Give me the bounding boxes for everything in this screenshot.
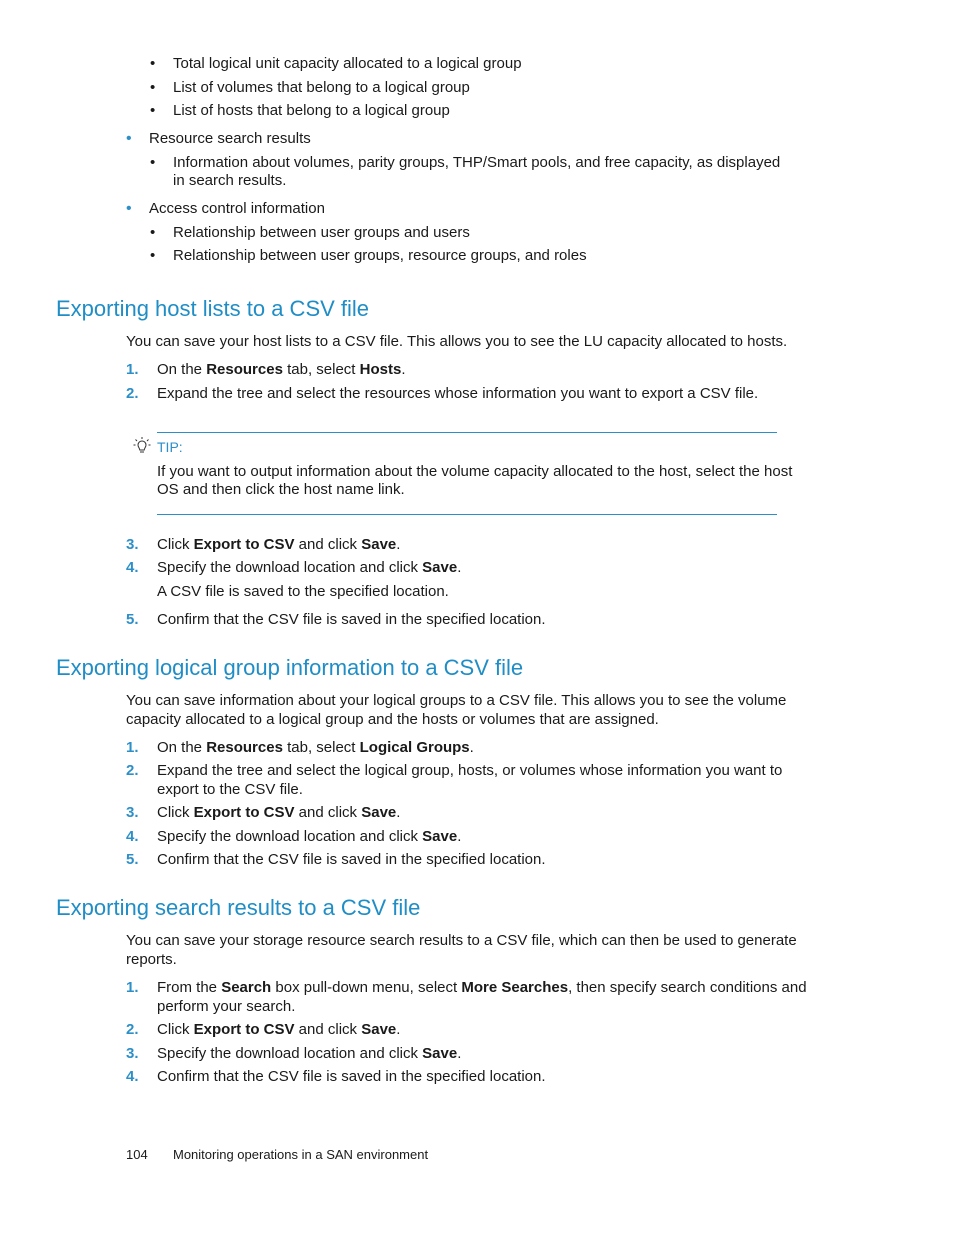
running-footer-title: Monitoring operations in a SAN environment <box>173 1147 429 1162</box>
tip-text: OS and then click the host name link. <box>157 481 405 498</box>
step-text: Specify the download location and click Save. <box>157 559 462 576</box>
step-text: On the Resources tab, select Logical Groups. <box>157 739 474 756</box>
step-number: 4. <box>126 559 139 576</box>
step-number: 5. <box>126 851 139 868</box>
section-paragraph: You can save your host lists to a CSV file. This allows you to see the LU capacity allocated to hosts. <box>126 333 788 350</box>
step-text: Expand the tree and select the logical group, hosts, or volumes whose information you want to <box>157 762 783 779</box>
list-item: Total logical unit capacity allocated to a logical group <box>173 55 522 72</box>
step-text: Click Export to CSV and click Save. <box>157 536 401 553</box>
section-paragraph: You can save your storage resource search results to a CSV file, which can then be used to generate <box>126 932 797 949</box>
list-item-continuation: in search results. <box>173 172 287 189</box>
tip-rule-top <box>157 432 777 433</box>
list-item: List of volumes that belong to a logical group <box>173 79 470 96</box>
tip-text: If you want to output information about the volume capacity allocated to the host, select the host <box>157 463 793 480</box>
list-item: Access control information <box>149 200 325 217</box>
list-item: Relationship between user groups and users <box>173 224 470 241</box>
tip-rule-bottom <box>157 514 777 515</box>
list-item: Information about volumes, parity groups, THP/Smart pools, and free capacity, as displayed <box>173 154 781 171</box>
step-text: On the Resources tab, select Hosts. <box>157 361 406 378</box>
tip-label: TIP: <box>157 439 183 455</box>
bullet-dot: • <box>150 102 156 119</box>
step-text: Click Export to CSV and click Save. <box>157 804 401 821</box>
step-text: Confirm that the CSV file is saved in the specified location. <box>157 1068 546 1085</box>
step-number: 2. <box>126 762 139 779</box>
step-text: Expand the tree and select the resources whose information you want to export a CSV file. <box>157 385 759 402</box>
step-text: From the Search box pull-down menu, select More Searches, then specify search conditions and <box>157 979 807 996</box>
section-heading-logical-group: Exporting logical group information to a CSV file <box>56 655 524 680</box>
step-number: 4. <box>126 1068 139 1085</box>
list-item: Resource search results <box>149 130 311 147</box>
step-result: A CSV file is saved to the specified location. <box>157 583 449 600</box>
step-number: 3. <box>126 536 139 553</box>
bullet-dot: • <box>126 130 132 147</box>
bullet-dot: • <box>150 224 156 241</box>
step-number: 3. <box>126 804 139 821</box>
step-number: 1. <box>126 979 139 996</box>
step-number: 1. <box>126 361 139 378</box>
page-number: 104 <box>126 1147 148 1162</box>
bullet-dot: • <box>150 55 156 72</box>
step-text: Confirm that the CSV file is saved in the specified location. <box>157 611 546 628</box>
step-number: 5. <box>126 611 139 628</box>
bullet-dot: • <box>126 200 132 217</box>
step-text: Specify the download location and click Save. <box>157 828 462 845</box>
bullet-dot: • <box>150 154 156 171</box>
section-heading-host-lists: Exporting host lists to a CSV file <box>56 296 370 321</box>
lightbulb-icon <box>133 436 151 456</box>
step-number: 2. <box>126 1021 139 1038</box>
bullet-dot: • <box>150 79 156 96</box>
step-text: Click Export to CSV and click Save. <box>157 1021 401 1038</box>
step-number: 1. <box>126 739 139 756</box>
list-item: Relationship between user groups, resource groups, and roles <box>173 247 587 264</box>
list-item: List of hosts that belong to a logical group <box>173 102 450 119</box>
step-text: export to the CSV file. <box>157 781 303 798</box>
step-text: Specify the download location and click Save. <box>157 1045 462 1062</box>
section-paragraph: reports. <box>126 951 177 968</box>
step-number: 4. <box>126 828 139 845</box>
section-paragraph: You can save information about your logical groups to a CSV file. This allows you to see the volume <box>126 692 787 709</box>
step-number: 2. <box>126 385 139 402</box>
section-paragraph: capacity allocated to a logical group and the hosts or volumes that are assigned. <box>126 711 659 728</box>
step-text: perform your search. <box>157 998 296 1015</box>
bullet-dot: • <box>150 247 156 264</box>
step-number: 3. <box>126 1045 139 1062</box>
section-heading-search-results: Exporting search results to a CSV file <box>56 895 421 920</box>
step-text: Confirm that the CSV file is saved in the specified location. <box>157 851 546 868</box>
